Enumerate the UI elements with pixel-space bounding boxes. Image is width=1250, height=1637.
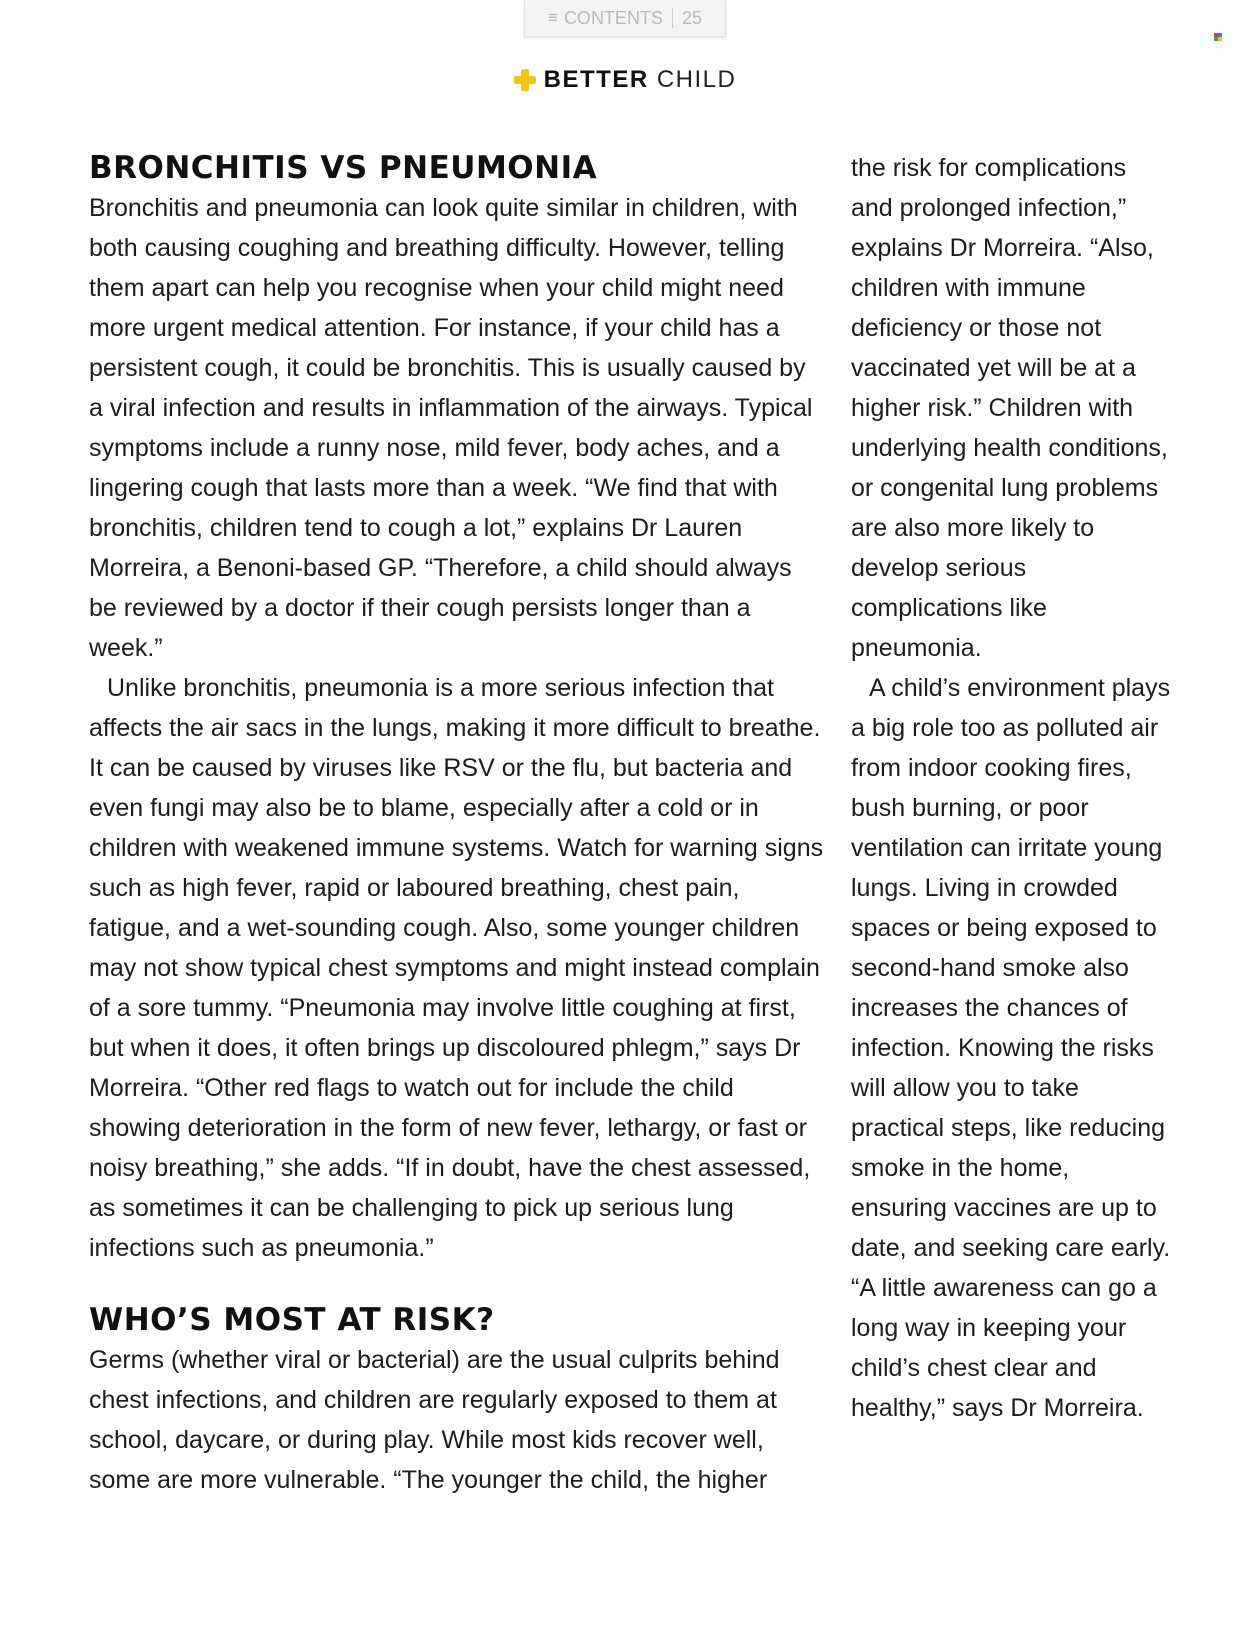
body-paragraph: A child’s environment plays a big role too as polluted air from indoor cooking fires, bush burning, or poor ventilation can irritate young lungs. Living in crowded spaces or being exposed to second-hand smoke also increases the chances of infection. Knowing the risks will allow you to take practical steps, like reducing smoke in the home, ensuring vaccines are up to date, and seeking care early. “A little awareness can go a long way in keeping your child’s chest clear and healthy,” says Dr Morreira. — [851, 674, 1171, 1422]
heading-whos-most-at-risk: WHO’S MOST AT RISK? — [89, 1302, 495, 1338]
plus-icon — [514, 69, 536, 91]
body-paragraph: the risk for complications and prolonged infection,” explains Dr Morreira. “Also, children with immune deficiency or those not vaccinated yet will be at a higher risk.” Children with underlying health conditions, or congenital lung problems are also more likely to develop serious complications like pneumonia. — [851, 154, 1168, 662]
section-title-bold: BETTER — [543, 66, 649, 93]
page-number: 25 — [681, 7, 702, 28]
contents-button[interactable] — [524, 0, 726, 37]
section-header — [0, 64, 1250, 96]
body-paragraph: Unlike bronchitis, pneumonia is a more serious infection that affects the air sacs in the lungs, making it more difficult to breathe. It can be caused by viruses like RSV or the flu, but bacteria and even fungi may also be to blame, especially after a cold or in children with weakened immune systems. Watch for warning signs such as high fever, rapid or laboured breathing, chest pain, fatigue, and a wet-sounding cough. Also, some younger children may not show typical chest symptoms and might instead complain of a sore tummy. “Pneumonia may involve little coughing at first, but when it does, it often brings up discoloured phlegm,” says Dr Morreira. “Other red flags to watch out for include the child showing deterioration in the form of new fever, lethargy, or fast or noisy breathing,” she adds. “If in doubt, have the chest assessed, as sometimes it can be challenging to pick up serious lung infections such as pneumonia.” — [89, 674, 824, 1262]
divider — [672, 8, 673, 28]
article-right-column — [851, 148, 1171, 1428]
section-title-light: CHILD — [656, 66, 737, 93]
contents-label: CONTENTS — [563, 7, 663, 28]
article-left-column — [89, 148, 824, 1500]
heading-bronchitis-vs-pneumonia: BRONCHITIS VS PNEUMONIA — [89, 150, 598, 186]
body-paragraph: Germs (whether viral or bacterial) are the usual culprits behind chest infections, and children are regularly exposed to them at school, daycare, or during play. While most kids recover well, some are more vulnerable. “The younger the child, the higher — [89, 1346, 780, 1494]
menu-icon: ≡ — [548, 8, 558, 27]
color-marker-icon — [1214, 33, 1222, 41]
body-paragraph: Bronchitis and pneumonia can look quite similar in children, with both causing coughing and breathing difficulty. However, telling them apart can help you recognise when your child might need more urgent medical attention. For instance, if your child has a persistent cough, it could be bronchitis. This is usually caused by a viral infection and results in inflammation of the airways. Typical symptoms include a runny nose, mild fever, body aches, and a lingering cough that lasts more than a week. “We find that with bronchitis, children tend to cough a lot,” explains Dr Lauren Morreira, a Benoni-based GP. “Therefore, a child should always be reviewed by a doctor if their cough persists longer than a week.” — [89, 194, 813, 662]
